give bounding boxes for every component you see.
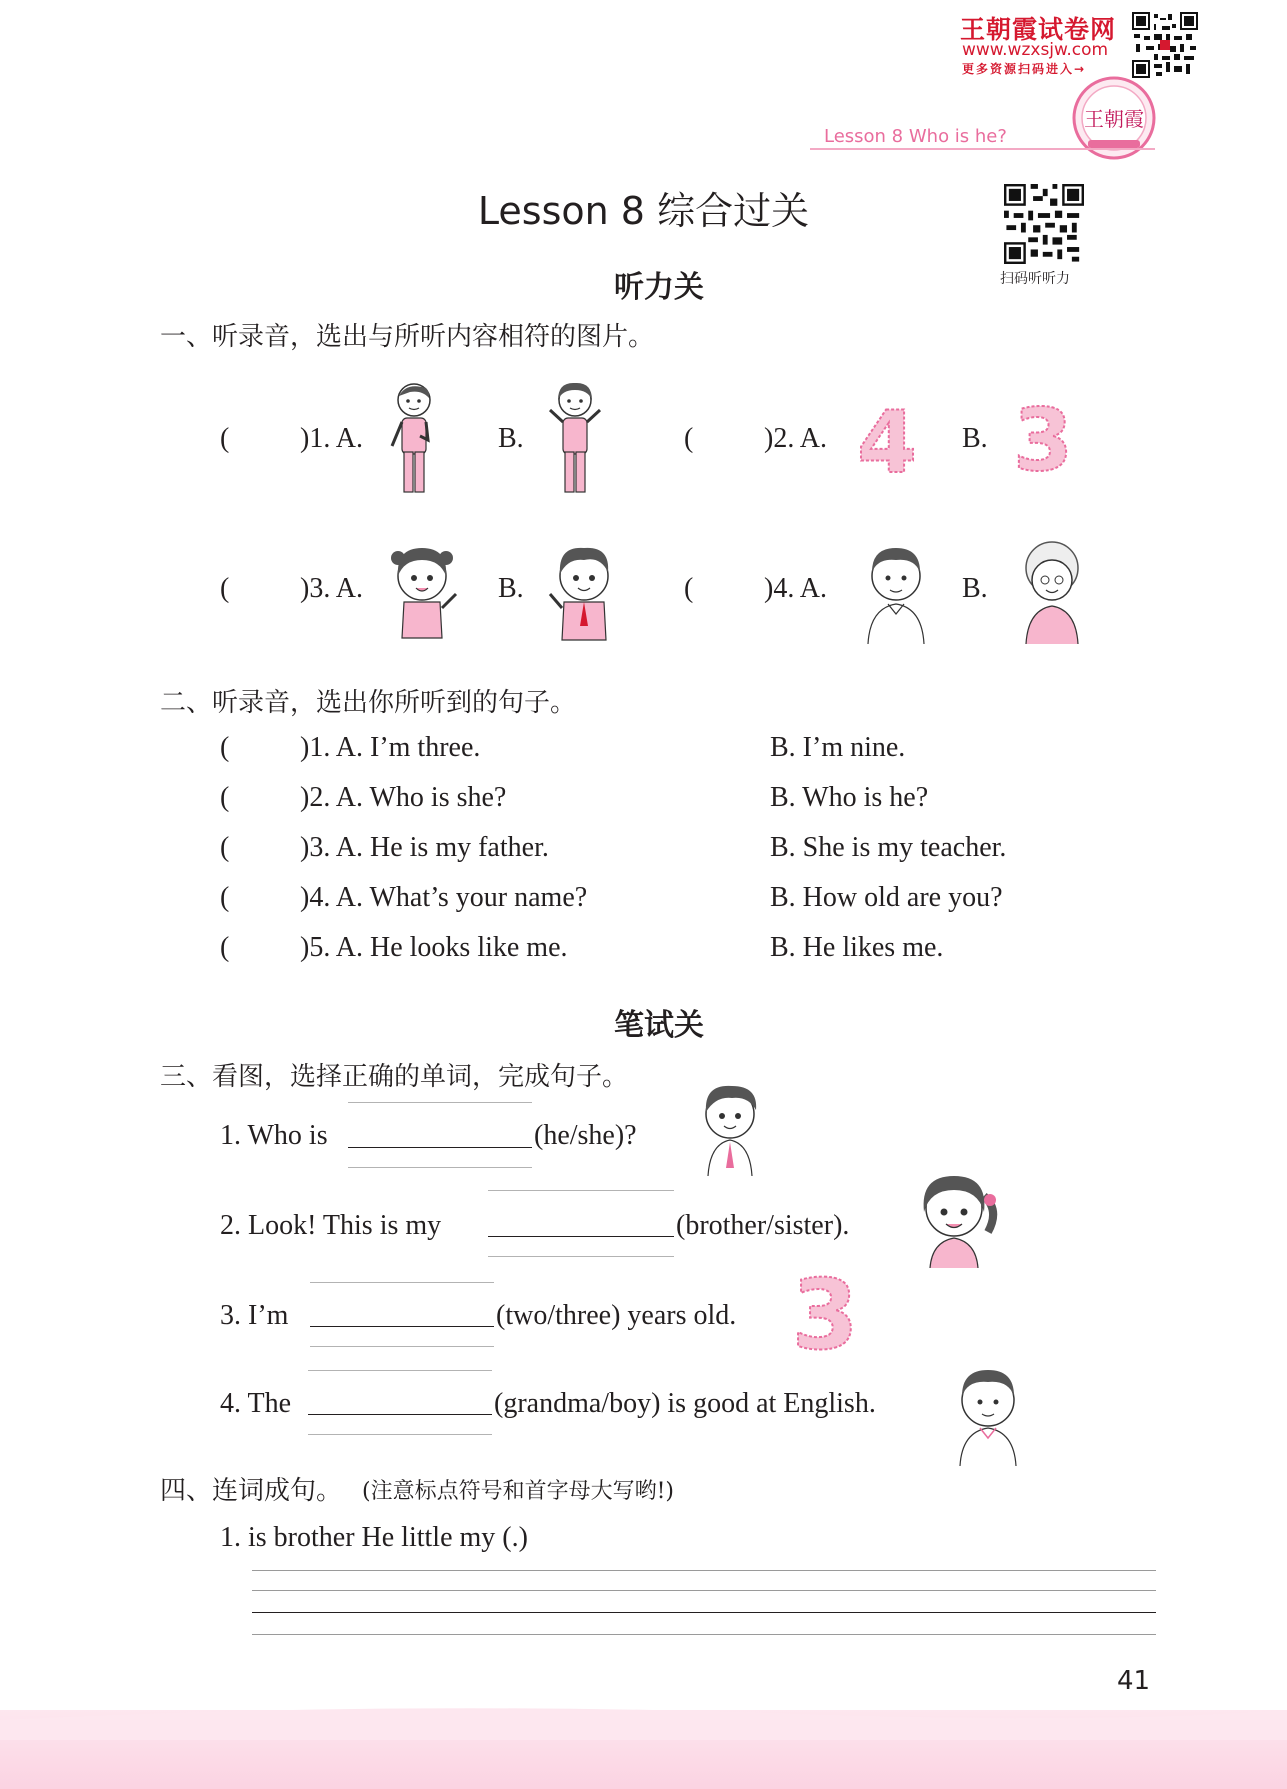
sentence-prefix: 2. Look! This is my [220,1210,442,1241]
word-choices: (two/three) years old. [496,1300,737,1331]
boy-standing-image [386,380,442,498]
answer-paren[interactable]: ( [220,932,230,963]
girl-standing-image [542,380,608,498]
part1-heading: 一、听录音，选出与所听内容相符的图片。 [160,322,655,352]
answer-paren[interactable]: ( [220,573,230,604]
blank-guide-line [488,1190,674,1191]
answer-paren[interactable]: ( [684,423,694,454]
option-b: B. How old are you? [770,882,1003,913]
page-number: 41 [1117,1666,1151,1696]
brand-qr-code[interactable] [1132,12,1198,78]
answer-paren[interactable]: ( [220,832,230,863]
footer-curve [0,1700,1287,1740]
section-writing-heading: 笔试关 [614,1008,704,1043]
part3-heading: 三、看图，选择正确的单词，完成句子。 [160,1062,629,1092]
question-number: )2. A. [764,423,827,454]
option-a: )5. A. He looks like me. [300,932,568,963]
option-a: )3. A. He is my father. [300,832,549,863]
number-three-image [788,1268,862,1358]
page-title: Lesson 8 综合过关 [477,189,810,233]
boy-portrait-image [540,536,624,646]
word-choices: (grandma/boy) is good at English. [494,1388,876,1419]
scrambled-words: 1. is brother He little my (.) [220,1522,528,1553]
listening-qr-code[interactable] [1004,184,1084,264]
option-a: )2. A. Who is she? [300,782,507,813]
sentence-prefix: 1. Who is [220,1120,328,1151]
header-lesson-label: Lesson 8 Who is he? [824,126,1007,147]
qr-caption: 扫码听听力 [1000,271,1070,287]
writing-guide-line [252,1570,1156,1571]
answer-blank[interactable] [310,1326,494,1327]
option-b-label: B. [962,573,988,604]
answer-paren[interactable]: ( [220,782,230,813]
option-a: )1. A. I’m three. [300,732,481,763]
svg-text:3: 3 [791,1268,859,1358]
question-number: )1. A. [300,423,363,454]
svg-text:3: 3 [1013,398,1073,480]
answer-paren[interactable]: ( [684,573,694,604]
option-b: B. Who is he? [770,782,929,813]
man-portrait-image [856,536,938,646]
part2-heading: 二、听录音，选出你所听到的句子。 [160,688,577,718]
section-listening-heading: 听力关 [614,270,704,305]
part4-heading: 四、连词成句。 [160,1476,343,1506]
grandma-portrait-image [1010,536,1094,646]
question-number: )3. A. [300,573,363,604]
number-three-image [1010,398,1076,480]
blank-guide-line [310,1282,494,1283]
svg-text:王朝霞: 王朝霞 [1084,107,1144,131]
word-choices: (brother/sister). [676,1210,850,1241]
writing-guide-line [252,1634,1156,1635]
svg-text:4: 4 [857,400,917,482]
girl-portrait-image [380,538,466,646]
option-b-label: B. [498,573,524,604]
brand-url[interactable]: www.wzxsjw.com [962,40,1109,60]
answer-blank[interactable] [348,1147,532,1148]
boy-head-image [948,1360,1028,1468]
option-a: )4. A. What’s your name? [300,882,588,913]
blank-guide-line [310,1346,494,1347]
option-b: B. She is my teacher. [770,832,1007,863]
sentence-prefix: 3. I’m [220,1300,289,1331]
answer-paren[interactable]: ( [220,732,230,763]
question-number: )4. A. [764,573,827,604]
boy-head-image [694,1078,766,1178]
answer-blank[interactable] [488,1236,674,1237]
option-b: B. He likes me. [770,932,944,963]
option-b-label: B. [498,423,524,454]
word-choices: (he/she)? [534,1120,637,1151]
header-divider [810,148,1155,150]
answer-paren[interactable]: ( [220,423,230,454]
blank-guide-line [348,1102,532,1103]
option-b: B. I’m nine. [770,732,906,763]
blank-guide-line [348,1167,532,1168]
answer-blank[interactable] [308,1414,492,1415]
brand-more-text: 更多资源扫码进入→ [962,62,1087,76]
part4-note: (注意标点符号和首字母大写哟!) [362,1479,675,1504]
answer-writing-line[interactable] [252,1612,1156,1613]
girl-head-image [908,1166,1004,1270]
blank-guide-line [308,1370,492,1371]
answer-paren[interactable]: ( [220,882,230,913]
sentence-prefix: 4. The [220,1388,292,1419]
number-four-image [852,400,922,482]
option-b-label: B. [962,423,988,454]
blank-guide-line [488,1256,674,1257]
brand-title: 王朝霞试卷网 [960,15,1117,44]
blank-guide-line [308,1434,492,1435]
writing-guide-line [252,1590,1156,1591]
